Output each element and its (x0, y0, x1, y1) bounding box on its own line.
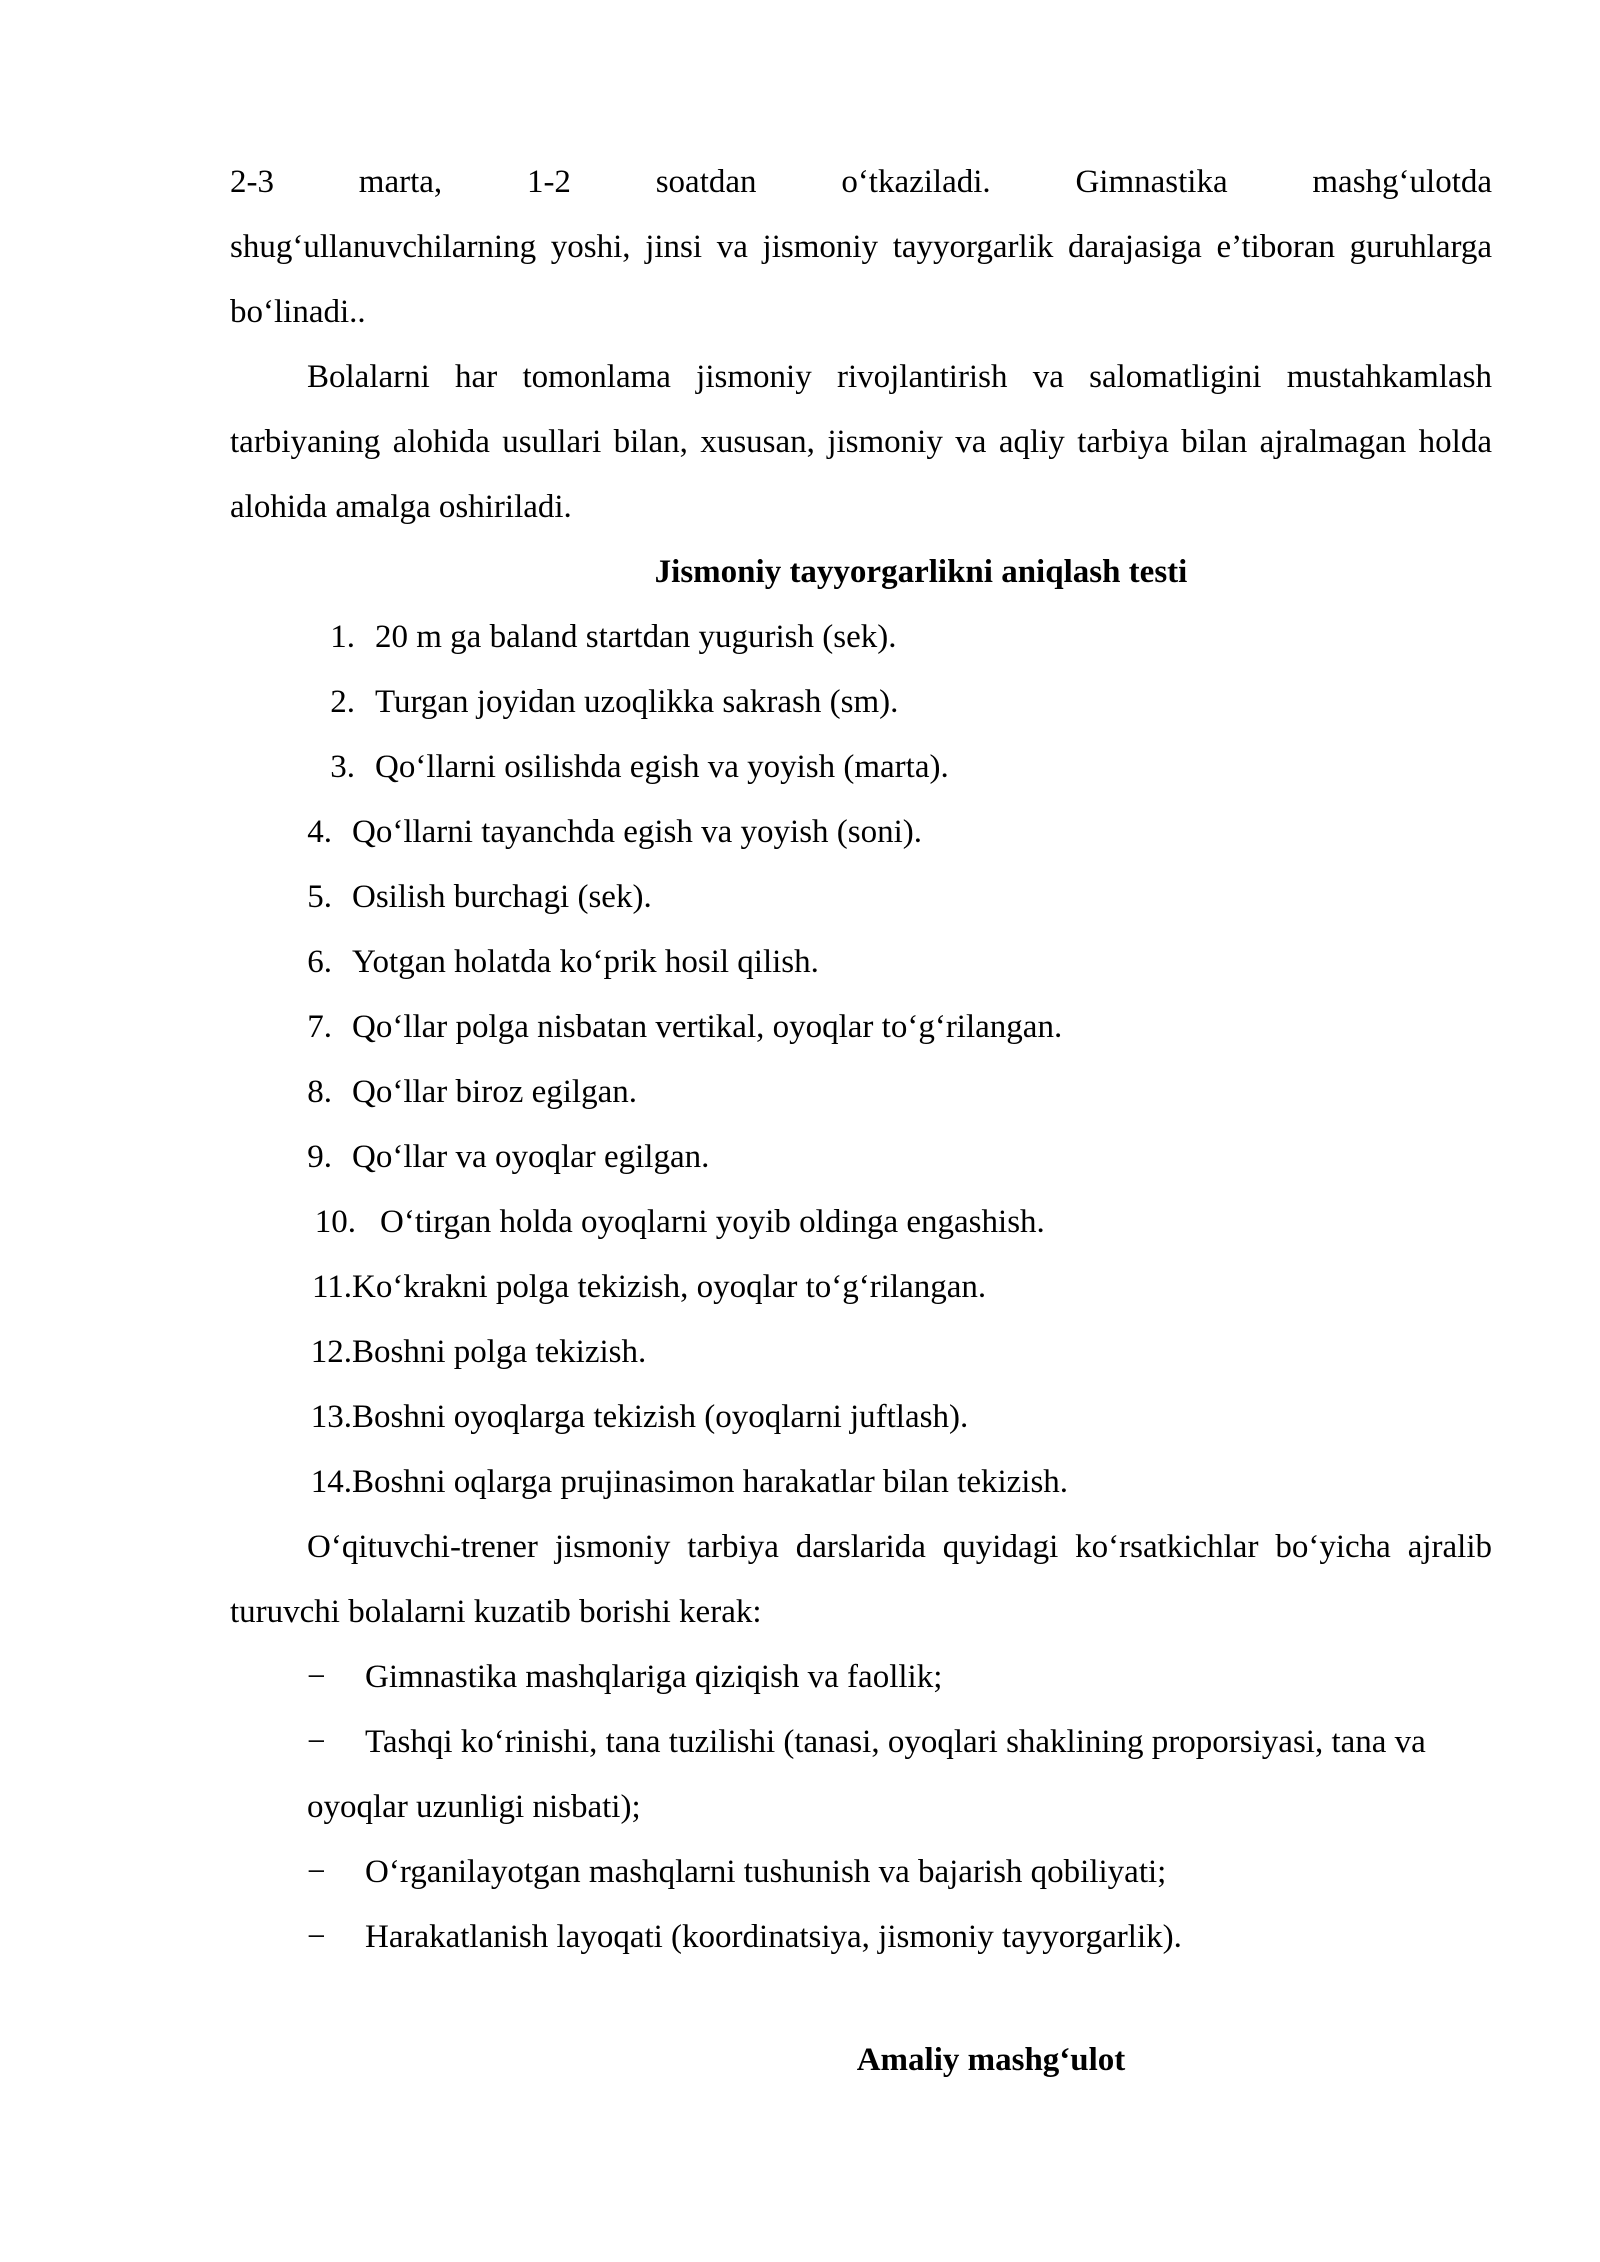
item-text: Turgan joyidan uzoqlikka sakrash (sm). (375, 684, 899, 720)
item-text: Qo‘llar biroz egilgan. (352, 1074, 637, 1110)
list-item (230, 735, 1492, 800)
paragraph-3: O‘qituvchi-trener jismoniy tarbiya darslarida quyidagi ko‘rsatkichlar bo‘yicha ajralib turuvchi bolalarni kuzatib borishi kerak: (230, 1529, 1492, 1630)
list-item (230, 1255, 1492, 1320)
item-number: 3. (330, 749, 355, 785)
item-text: Boshni polga tekizish. (352, 1334, 647, 1370)
list-item (307, 1840, 1492, 1905)
item-number: 5. (307, 879, 332, 915)
dash-marker: − (307, 1659, 326, 1695)
item-number: 14. (310, 1464, 352, 1500)
list-item (230, 1450, 1492, 1515)
item-number: 7. (307, 1009, 332, 1045)
item-text: Boshni oyoqlarga tekizish (oyoqlarni juftlash). (352, 1399, 969, 1435)
list-item (307, 1710, 1492, 1840)
item-text: O‘tirgan holda oyoqlarni yoyib oldinga engashish. (380, 1204, 1045, 1240)
item-number: 1. (330, 619, 355, 655)
indicator-list (230, 1645, 1492, 1970)
paragraph-1-rest: shug‘ullanuvchilarning yoshi, jinsi va jismoniy tayyorgarlik darajasiga e’tiboran guruhlarga bo‘linadi.. (230, 229, 1492, 330)
item-number: 12. (310, 1334, 352, 1370)
word: soatdan (655, 164, 757, 200)
item-text: Qo‘llarni tayanchda egish va yoyish (soni). (352, 814, 923, 850)
dash-marker: − (307, 1724, 326, 1760)
list-item (307, 1645, 1492, 1710)
item-number: 13. (310, 1399, 352, 1435)
word: marta, (358, 164, 443, 200)
item-number: 2. (330, 684, 355, 720)
list-item (230, 1125, 1492, 1190)
item-text: Osilish burchagi (sek). (352, 879, 652, 915)
dash-marker: − (307, 1854, 326, 1890)
item-text: O‘rganilayotgan mashqlarni tushunish va bajarish qobiliyati; (365, 1854, 1167, 1890)
item-number: 10. (314, 1204, 356, 1240)
list-item (230, 670, 1492, 735)
item-number: 4. (307, 814, 332, 850)
word: 1-2 (526, 164, 571, 200)
word: 2-3 (230, 164, 274, 200)
item-text: Tashqi ko‘rinishi, tana tuzilishi (tanasi, oyoqlari shaklining proporsiyasi, tana va oyoqlar uzunligi nisbati); (307, 1724, 1426, 1825)
list-item (230, 1320, 1492, 1385)
item-text: Boshni oqlarga prujinasimon harakatlar bilan tekizish. (352, 1464, 1069, 1500)
word: mashg‘ulotda (1312, 164, 1493, 200)
item-text: Gimnastika mashqlariga qiziqish va faollik; (365, 1659, 943, 1695)
list-item (230, 1190, 1492, 1255)
list-item (230, 865, 1492, 930)
word: Gimnastika (1075, 164, 1228, 200)
item-number: 6. (307, 944, 332, 980)
item-text: Ko‘krakni polga tekizish, oyoqlar to‘g‘rilangan. (352, 1269, 987, 1305)
item-text: Qo‘llarni osilishda egish va yoyish (marta). (375, 749, 949, 785)
list-item (230, 800, 1492, 865)
test-list (230, 605, 1492, 1515)
list-item (230, 1060, 1492, 1125)
item-text: Yotgan holatda ko‘prik hosil qilish. (352, 944, 819, 980)
item-text: Qo‘llar va oyoqlar egilgan. (352, 1139, 710, 1175)
list-item (230, 930, 1492, 995)
paragraph-1-first-line (230, 150, 1492, 215)
list-item (230, 995, 1492, 1060)
dash-marker: − (307, 1919, 326, 1955)
item-number: 11. (311, 1269, 352, 1305)
item-text: Qo‘llar polga nisbatan vertikal, oyoqlar to‘g‘rilangan. (352, 1009, 1063, 1045)
list-item (307, 1905, 1492, 1970)
list-item (230, 605, 1492, 670)
paragraph-2: Bolalarni har tomonlama jismoniy rivojlantirish va salomatligini mustahkamlash tarbiyaning alohida usullari bilan, xususan, jismoniy va aqliy tarbiya bilan ajralmagan holda alohida amalga oshiriladi. (230, 359, 1492, 525)
item-text: 20 m ga baland startdan yugurish (sek). (375, 619, 897, 655)
item-number: 8. (307, 1074, 332, 1110)
page-content (230, 150, 1492, 2093)
word: o‘tkaziladi. (841, 164, 991, 200)
section-heading-test: Jismoniy tayyorgarlikni aniqlash testi (654, 554, 1188, 590)
item-number: 9. (307, 1139, 332, 1175)
item-text: Harakatlanish layoqati (koordinatsiya, jismoniy tayyorgarlik). (365, 1919, 1182, 1955)
section-heading-practical: Amaliy mashg‘ulot (856, 2042, 1126, 2078)
list-item (230, 1385, 1492, 1450)
